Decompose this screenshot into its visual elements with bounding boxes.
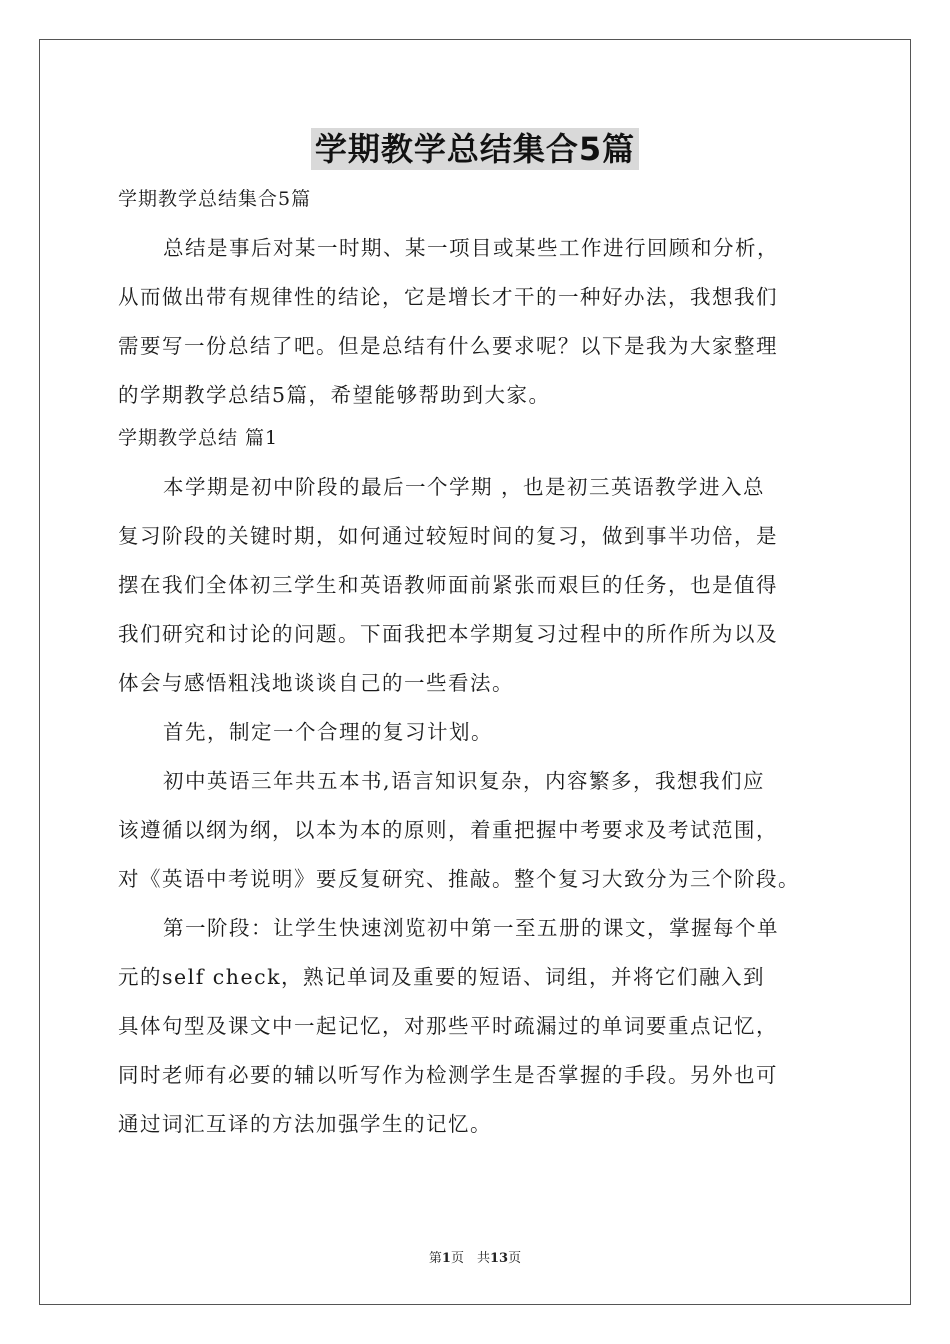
document-body (118, 181, 838, 1149)
paragraph-line: 初中英语三年共五本书,语言知识复杂，内容繁多，我想我们应 (163, 769, 766, 793)
page-prefix: 第 (428, 1251, 442, 1266)
paragraph-line: 通过词汇互译的方法加强学生的记忆。 (118, 1112, 492, 1136)
page-suffix: 页 (508, 1251, 522, 1266)
intro-line: 总结是事后对某一时期、某一项目或某些工作进行回顾和分析， (163, 236, 779, 260)
paragraph-line: 首先，制定一个合理的复习计划。 (163, 720, 493, 744)
current-page-number: 1 (441, 1251, 451, 1266)
paragraph-line: 同时老师有必要的辅以听写作为检测学生是否掌握的手段。另外也可 (118, 1063, 778, 1087)
paragraph-4 (118, 904, 838, 1149)
paragraph-3 (118, 757, 838, 904)
paragraph-1 (118, 463, 838, 708)
paragraph-line: 我们研究和讨论的问题。下面我把本学期复习过程中的所作所为以及 (118, 622, 778, 646)
section-heading: 学期教学总结 篇1 (118, 427, 279, 449)
paragraph-line: 摆在我们全体初三学生和英语教师面前紧张而艰巨的任务，也是值得 (118, 573, 778, 597)
title-area (0, 128, 950, 170)
page-mid: 页 共 (450, 1251, 490, 1266)
paragraph-line: 具体句型及课文中一起记忆，对那些平时疏漏过的单词要重点记忆， (118, 1014, 778, 1038)
document-title: 学期教学总结集合5篇 (311, 128, 639, 170)
paragraph-line: 该遵循以纲为纲，以本为本的原则，着重把握中考要求及考试范围， (118, 818, 778, 842)
paragraph-line: 复习阶段的关键时期，如何通过较短时间的复习，做到事半功倍，是 (118, 524, 778, 548)
intro-line: 从而做出带有规律性的结论，它是增长才干的一种好办法，我想我们 (118, 285, 778, 309)
paragraph-line: 本学期是初中阶段的最后一个学期 ，也是初三英语教学进入总 (163, 475, 766, 499)
intro-line: 需要写一份总结了吧。但是总结有什么要求呢？以下是我为大家整理 (118, 334, 778, 358)
page-footer (0, 1247, 950, 1266)
intro-paragraph (118, 224, 838, 420)
paragraph-line: 第一阶段：让学生快速浏览初中第一至五册的课文，掌握每个单 (163, 916, 779, 940)
total-pages-number: 13 (489, 1251, 509, 1266)
paragraph-line: 元的self check，熟记单词及重要的短语、词组，并将它们融入到 (118, 965, 766, 989)
paragraph-2 (118, 708, 838, 757)
document-subtitle: 学期教学总结集合5篇 (118, 188, 312, 210)
paragraph-line: 体会与感悟粗浅地谈谈自己的一些看法。 (118, 671, 514, 695)
intro-line: 的学期教学总结5篇，希望能够帮助到大家。 (118, 383, 551, 407)
paragraph-line: 对《英语中考说明》要反复研究、推敲。整个复习大致分为三个阶段。 (118, 867, 800, 891)
